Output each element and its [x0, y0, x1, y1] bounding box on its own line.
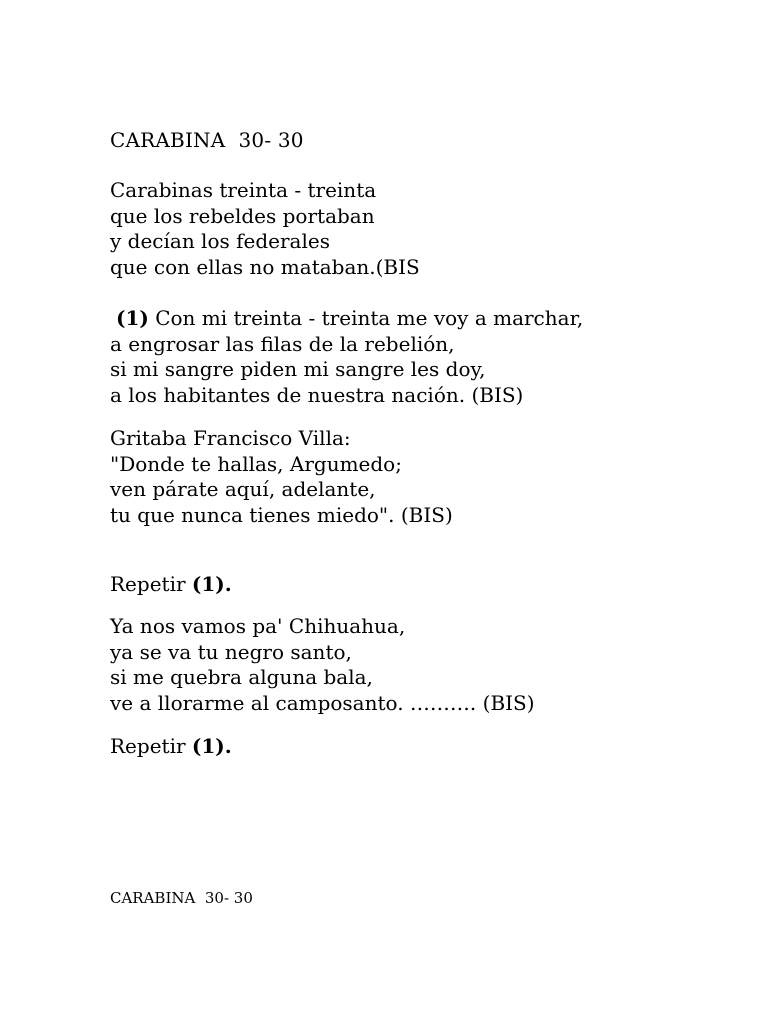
- repeat-instruction-1: [110, 571, 232, 597]
- stanza-3: [110, 426, 453, 528]
- stanza-line: Carabinas treinta - treinta: [110, 178, 377, 202]
- repeat-marker: (1).: [191, 572, 232, 596]
- repeat-instruction-2: [110, 733, 232, 759]
- chorus-first-line: [116, 306, 583, 332]
- page-footer: CARABINA 30- 30: [110, 889, 253, 907]
- stanza-line: si mi sangre piden mi sangre les doy,: [110, 357, 486, 381]
- stanza-1: [110, 178, 420, 280]
- stanza-line: tu que nunca tienes miedo". (BIS): [110, 502, 453, 527]
- stanza-4: [110, 614, 535, 716]
- stanza-line: que los rebeldes portaban: [110, 203, 375, 228]
- repeat-marker: (1).: [191, 734, 232, 758]
- stanza-line: y decían los federales: [110, 229, 330, 253]
- stanza-line: Ya nos vamos pa' Chihuahua,: [110, 614, 406, 638]
- chorus-marker: (1): [116, 306, 149, 330]
- stanza-line: "Donde te hallas, Argumedo;: [110, 451, 402, 476]
- stanza-line: a engrosar las filas de la rebelión,: [110, 331, 455, 356]
- repeat-label: Repetir: [110, 572, 192, 596]
- stanza-line: Gritaba Francisco Villa:: [110, 426, 351, 450]
- stanza-line: ven párate aquí, adelante,: [110, 477, 376, 501]
- repeat-label: Repetir: [110, 734, 192, 758]
- stanza-line: ve a llorarme al camposanto. ………. (BIS): [110, 690, 535, 715]
- stanza-line: si me quebra alguna bala,: [110, 665, 373, 689]
- song-title: CARABINA 30- 30: [110, 128, 304, 152]
- stanza-2-chorus: [110, 306, 584, 408]
- stanza-line: Con mi treinta - treinta me voy a marchar,: [148, 306, 584, 330]
- stanza-line: que con ellas no mataban.(BIS: [110, 254, 420, 279]
- stanza-line: a los habitantes de nuestra nación. (BIS): [110, 382, 524, 407]
- stanza-line: ya se va tu negro santo,: [110, 639, 352, 664]
